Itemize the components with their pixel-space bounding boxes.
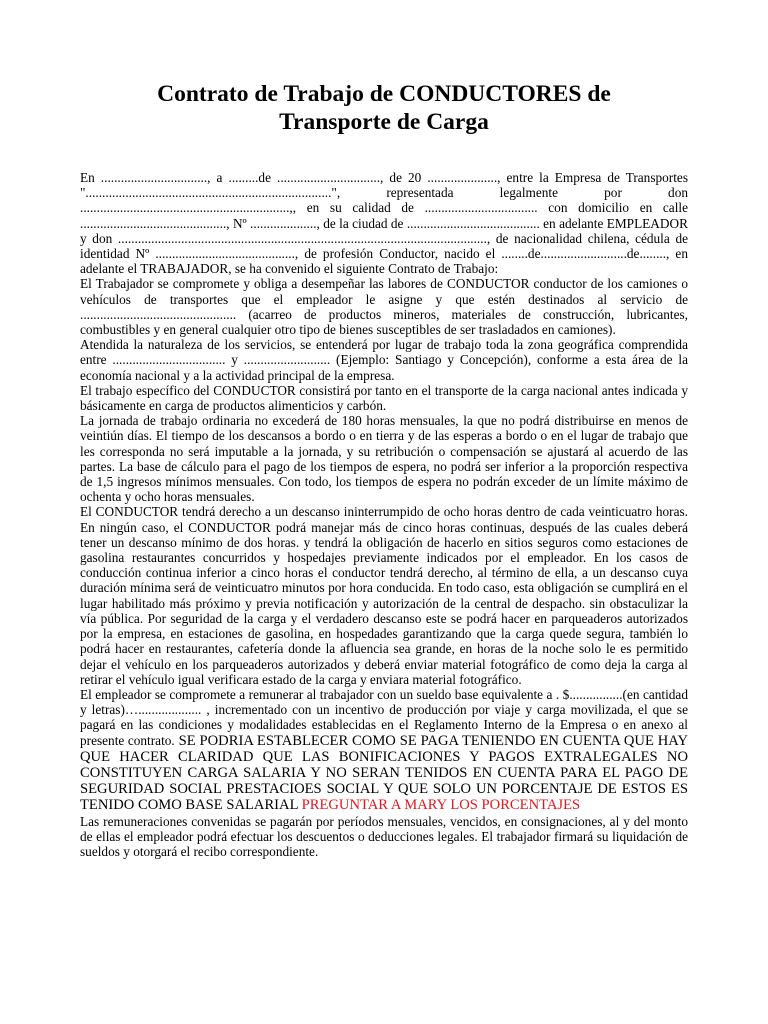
paragraph-duties: El Trabajador se compromete y obliga a desempeñar las labores de CONDUCTOR conductor de los camiones o vehículos de transportes que el empleador le asigne y que estén destinados al servicio de ............................................... (acarreo de productos mineros, materiales de construcción, lubricantes, combustibles y en general cualquier otro tipo de bienes susceptibles de ser trasladados en camiones). <box>80 276 688 338</box>
salary-text: El empleador se compromete a remunerar al trabajador con un sueldo base equivalente a . $................(en cantidad y letras)…................... , incrementado con un incentivo de producción por viaje y carga movilizada, el que se pagará en las condiciones y modalidades establecidas en el Reglamento Interno de la Empresa o en anexo al presente contrato. <box>80 686 688 748</box>
caps-note: SE PODRIA ESTABLECER COMO SE PAGA TENIENDO EN CUENTA QUE HAY QUE HACER CLARIDAD QUE LAS BONIFICACIONES Y PAGOS EXTRALEGALES NO CONSTITUYEN CARGA SALARIA Y NO SERAN TENIDOS EN CUENTA PARA EL PAGO DE SEGURIDAD SOCIAL PRESTACIOES SOCIAL Y QUE SOLO UN PORCENTAJE DE ESTOS ES TENIDO COMO BASE SALARIAL <box>80 732 689 814</box>
document-page <box>80 80 688 859</box>
red-note: PREGUNTAR A MARY LOS PORCENTAJES <box>301 797 581 814</box>
paragraph-payment: Las remuneraciones convenidas se pagarán por períodos mensuales, vencidos, en consignaciones, al y del monto de ellas el empleador podrá efectuar los descuentos o deducciones legales. El trabajador firmará su liquidación de sueldos y otorgará el recibo correspondiente. <box>80 813 688 859</box>
contract-body <box>80 170 688 859</box>
document-title <box>80 80 688 136</box>
title-line-1: Contrato de Trabajo de CONDUCTORES de <box>157 81 611 107</box>
paragraph-parties: En ................................, a .........de ..............................., de 20 ....................., entre la Empresa de Transportes "..........................................................................", representada legalmente por don ...............................................................,, en su calidad de .................................. con domicilio en calle ............................................, Nº ...................., de la ciudad de ........................................ en adelante EMPLEADOR y don ..............................................................................................................., de nacionalidad chilena, cédula de identidad Nº .........................................., de profesión Conductor, nacido el ........de..........................de........, en adelante el TRABAJADOR, se ha convenido el siguiente Contrato de Trabajo: <box>80 170 688 277</box>
paragraph-working-hours: La jornada de trabajo ordinaria no excederá de 180 horas mensuales, la que no podrá distribuirse en menos de veintiún días. El tiempo de los descansos a bordo o en tierra y de las esperas a bordo o en el lugar de trabajo que les corresponda no será imputable a la jornada, y su retribución o compensación se ajustará al acuerdo de las partes. La base de cálculo para el pago de los tiempos de espera, no podrá ser inferior a la proporción respectiva de 1,5 ingresos mínimos mensuales. Con todo, los tiempos de espera no podrán exceder de un límite máximo de ochenta y ocho horas mensuales. <box>80 413 688 505</box>
title-line-2: Transporte de Carga <box>279 109 489 135</box>
paragraph-workplace: Atendida la naturaleza de los servicios, se entenderá por lugar de trabajo toda la zona geográfica comprendida entre .................................. y .......................... (Ejemplo: Santiago y Concepción), conforme a esta área de la economía nacional y a la actividad principal de la empresa. <box>80 337 688 383</box>
paragraph-specific-work: El trabajo específico del CONDUCTOR consistirá por tanto en el transporte de la carga nacional antes indicada y básicamente en carga de productos alimenticios y carbón. <box>80 382 688 414</box>
paragraph-salary <box>80 687 688 814</box>
paragraph-rest-periods: El CONDUCTOR tendrá derecho a un descanso ininterrumpido de ocho horas dentro de cada veinticuatro horas. En ningún caso, el CONDUCTOR podrá manejar más de cinco horas continuas, después de las cuales deberá tener un descanso mínimo de dos horas. y tendrá la obligación de hacerlo en sitios seguros como estaciones de gasolina restaurantes concurridos y hospedajes previamente indicados por el empleador. En los casos de conducción continua inferior a cinco horas el conductor tendrá derecho, al término de ella, a un descanso cuya duración mínima será de veinticuatro minutos por hora conducida. En todo caso, esta obligación se cumplirá en el lugar habilitado más próximo y previa notificación y autorización de la central de despacho. sin obstaculizar la vía pública. Por seguridad de la carga y el verdadero descanso este se podrá hacer en parqueaderos autorizados por la empresa, en estaciones de gasolina, en hospedades garantizando que la carga quede segura, también lo podrá hacer en restaurantes, cafetería donde la afluencia sea grande, en horas de la noche solo le es permitido dejar el vehículo en los parqueaderos autorizados y deberá enviar material fotográfico de como deja la carga al retirar el vehículo igual verificara estado de la carga y enviara material fotográfico. <box>80 504 688 687</box>
